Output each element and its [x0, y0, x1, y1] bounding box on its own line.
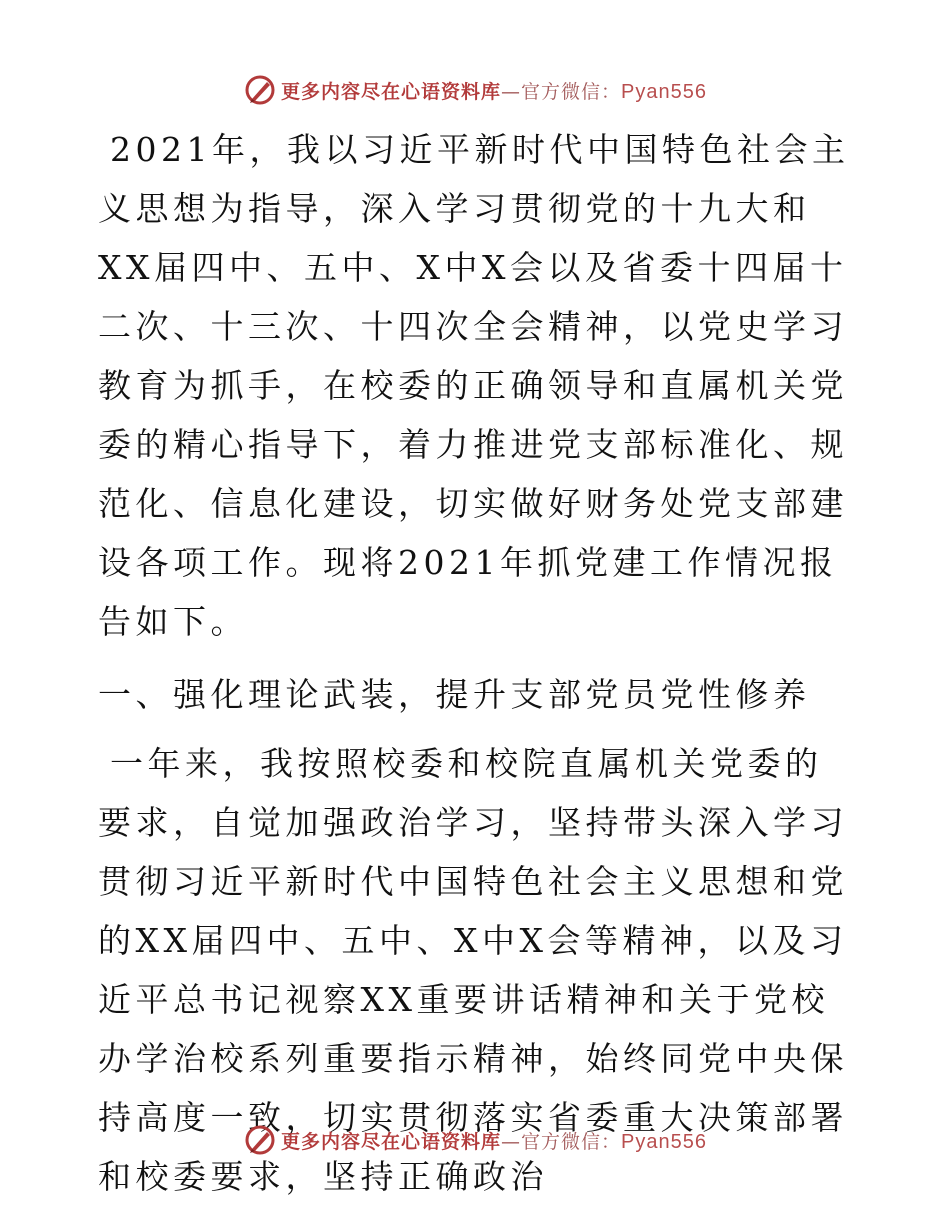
- watermark-handle: Pyan556: [621, 1130, 707, 1153]
- watermark-header: [0, 70, 950, 110]
- watermark-wechat-label: 官方微信：: [521, 80, 622, 103]
- watermark-text: [281, 77, 707, 104]
- watermark-separator: —: [501, 80, 522, 103]
- document-body: [98, 120, 858, 1206]
- pen-logo-icon: [243, 1123, 277, 1157]
- watermark-wechat-label: 官方微信：: [521, 1130, 622, 1153]
- watermark-separator: —: [501, 1130, 522, 1153]
- watermark-handle: Pyan556: [621, 80, 707, 103]
- intro-paragraph: 2021年，我以习近平新时代中国特色社会主义思想为指导，深入学习贯彻党的十九大和XX届四中、五中、X中X会以及省委十四届十二次、十三次、十四次全会精神，以党史学习教育为抓手，在校委的正确领导和直属机关党委的精心指导下，着力推进党支部标准化、规范化、信息化建设，切实做好财务处党支部建设各项工作。现将2021年抓党建工作情况报告如下。: [98, 130, 850, 641]
- watermark-main: 更多内容尽在心语资料库: [281, 80, 502, 103]
- watermark-main: 更多内容尽在心语资料库: [281, 1130, 502, 1153]
- watermark-footer: [0, 1120, 950, 1160]
- section-heading: 一、强化理论武装，提升支部党员党性修养: [98, 675, 811, 714]
- section-paragraph: 一年来，我按照校委和校院直属机关党委的要求，自觉加强政治学习，坚持带头深入学习贯彻习近平新时代中国特色社会主义思想和党的XX届四中、五中、X中X会等精神，以及习近平总书记视察XX重要讲话精神和关于党校办学治校系列重要指示精神，始终同党中央保持高度一致，切实贯彻落实省委重大决策部署和校委要求，坚持正确政治: [98, 744, 848, 1196]
- watermark-text: [281, 1127, 707, 1154]
- pen-logo-icon: [243, 73, 277, 107]
